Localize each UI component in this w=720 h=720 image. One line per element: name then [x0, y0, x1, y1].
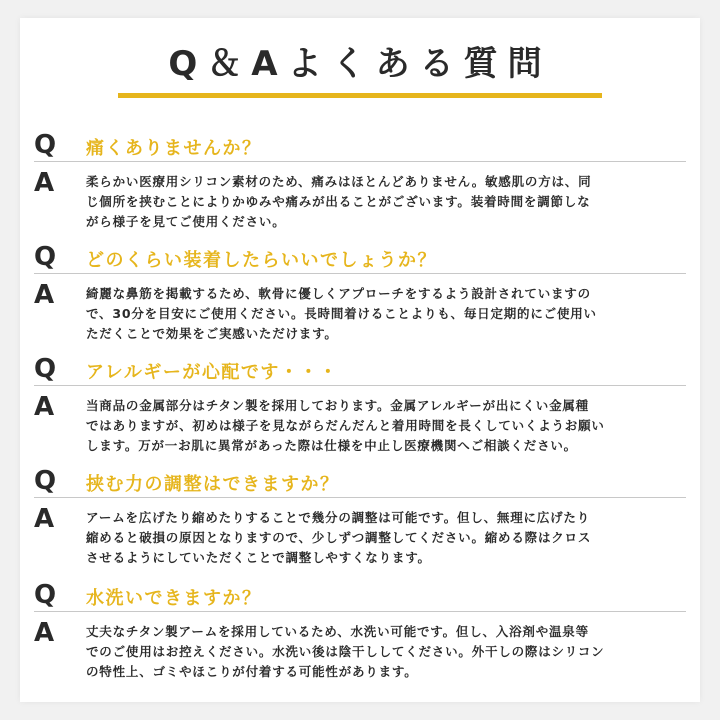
qa-item-3	[20, 354, 700, 453]
a-label: A	[34, 280, 55, 310]
answer-text	[86, 172, 686, 232]
answer-line: 綺麗な鼻筋を掲載するため、軟骨に優しくアプローチをするよう設計されていますの	[86, 286, 591, 301]
answer-line: ただくことで効果をご実感いただけます。	[86, 326, 338, 341]
qa-item-4	[20, 466, 700, 565]
answer-line: 当商品の金属部分はチタン製を採用しております。金属アレルギーが出にくい金属種	[86, 398, 589, 413]
answer-line: で、30分を目安にご使用ください。長時間着けることよりも、毎日定期的にご使用い	[86, 306, 597, 321]
answer-line: 縮めると破損の原因となりますので、少しずつ調整してください。縮める際はクロス	[86, 530, 592, 545]
faq-card	[20, 18, 700, 702]
answer-text	[86, 622, 686, 682]
question-row	[20, 242, 700, 274]
a-label: A	[34, 392, 55, 422]
question-row	[20, 580, 700, 612]
answer-line: 柔らかい医療用シリコン素材のため、痛みはほとんどありません。敏感肌の方は、同	[86, 174, 592, 189]
q-label: Q	[34, 580, 57, 610]
question-text: どのくらい装着したらいいでしょうか？	[86, 250, 437, 271]
answer-line: じ個所を挟むことによりかゆみや痛みが出ることがございます。装着時間を調節しな	[86, 194, 591, 209]
question-row	[20, 466, 700, 498]
question-text: 水洗いできますか？	[86, 588, 262, 609]
question-text: 痛くありませんか？	[86, 138, 262, 159]
answer-line: させるようにしていただくことで調整しやすくなります。	[86, 550, 431, 565]
qa-item-1	[20, 130, 700, 229]
answer-text	[86, 284, 686, 344]
answer-line: 丈夫なチタン製アームを採用しているため、水洗い可能です。但し、入浴剤や温泉等	[86, 624, 589, 639]
answer-line: でのご使用はお控えください。水洗い後は陰干ししてください。外干しの際はシリコン	[86, 644, 605, 659]
answer-text	[86, 396, 686, 456]
q-label: Q	[34, 130, 57, 160]
qa-item-5	[20, 580, 700, 679]
q-label: Q	[34, 354, 57, 384]
answer-line: ではありますが、初めは様子を見ながらだんだんと着用時間を長くしていくようお願い	[86, 418, 605, 433]
divider	[34, 497, 686, 498]
answer-line: がら様子を見てご使用ください。	[86, 214, 286, 229]
answer-line: の特性上、ゴミやほこりが付着する可能性があります。	[86, 664, 418, 679]
divider	[34, 273, 686, 274]
question-row	[20, 130, 700, 162]
divider	[34, 385, 686, 386]
answer-line: します。万が一お肌に異常があった際は仕様を中止し医療機関へご相談ください。	[86, 438, 577, 453]
page-title: Q＆Aよくある質問	[168, 44, 552, 84]
qa-item-2	[20, 242, 700, 341]
q-label: Q	[34, 242, 57, 272]
a-label: A	[34, 504, 55, 534]
a-label: A	[34, 168, 55, 198]
question-text: アレルギーが心配です・・・	[86, 362, 339, 383]
a-label: A	[34, 618, 55, 648]
question-row	[20, 354, 700, 386]
question-text: 挟む力の調整はできますか？	[86, 474, 340, 495]
q-label: Q	[34, 466, 57, 496]
title-underline	[118, 93, 602, 98]
answer-text	[86, 508, 686, 568]
divider	[34, 161, 686, 162]
answer-line: アームを広げたり縮めたりすることで幾分の調整は可能です。但し、無理に広げたり	[86, 510, 591, 525]
divider	[34, 611, 686, 612]
